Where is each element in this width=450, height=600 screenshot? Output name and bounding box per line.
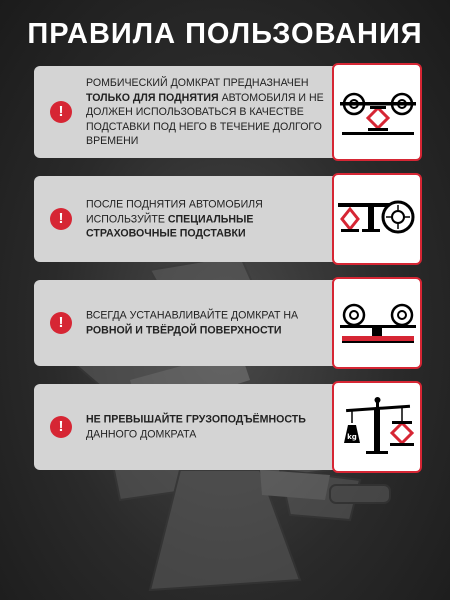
car-on-jack-icon <box>332 63 422 161</box>
rule-text: ПОСЛЕ ПОДНЯТИЯ АВТОМОБИЛЯ ИСПОЛЬЗУЙТЕ СПЕЦИАЛЬНЫЕ СТРАХОВОЧНЫЕ ПОДСТАВКИ <box>86 198 263 240</box>
rule-card-1 <box>34 66 414 158</box>
rule-text: ВСЕГДА УСТАНАВЛИВАЙТЕ ДОМКРАТ НА РОВНОЙ И ТВЁРДОЙ ПОВЕРХНОСТИ <box>86 309 299 336</box>
warning-icon: ! <box>50 312 72 334</box>
safety-stand-icon <box>332 173 422 265</box>
warning-icon: ! <box>50 416 72 438</box>
weight-label: kg <box>347 433 357 441</box>
warning-icon: ! <box>50 101 72 123</box>
rule-card-3 <box>34 280 414 366</box>
page-title: ПРАВИЛА ПОЛЬЗОВАНИЯ <box>27 18 423 50</box>
rule-card-4 <box>34 384 414 470</box>
rule-text: РОМБИЧЕСКИЙ ДОМКРАТ ПРЕДНАЗНАЧЕН ТОЛЬКО ДЛЯ ПОДНЯТИЯ АВТОМОБИЛЯ И НЕ ДОЛЖЕН ИСПОЛЬЗОВАТЬСЯ В КАЧЕСТВЕ ПОДСТАВКИ ПОД НЕГО В ТЕЧЕНИЕ ДОЛГОГО ВРЕМЕНИ <box>86 76 324 147</box>
jack-on-flat-surface-icon <box>332 277 422 369</box>
scale-weight-icon <box>332 381 422 473</box>
rule-card-2 <box>34 176 414 262</box>
rule-text: НЕ ПРЕВЫШАЙТЕ ГРУЗОПОДЪЁМНОСТЬ ДАННОГО ДОМКРАТА <box>86 413 306 440</box>
warning-icon: ! <box>50 208 72 230</box>
